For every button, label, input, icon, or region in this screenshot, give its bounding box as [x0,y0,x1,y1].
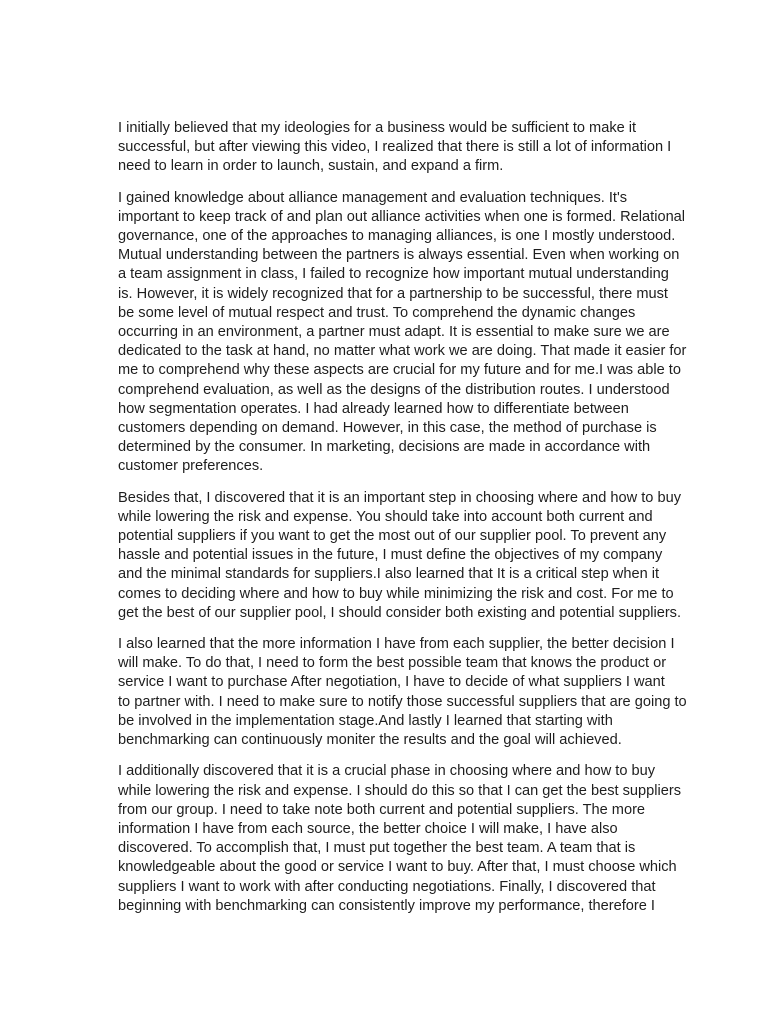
document-body [118,119,693,928]
paragraph-benchmarking: I additionally discovered that it is a crucial phase in choosing where and how to buy while lowering the risk and expense. I should do this so that I can get the best suppliers from our group. I need to take note both current and potential suppliers. The more information I have from each source, the better choice I will make, I have also discovered. To accomplish that, I must put together the best team. A team that is knowledgeable about the good or service I want to buy. After that, I must choose which suppliers I want to work with after conducting negotiations. Finally, I discovered that beginning with benchmarking can consistently improve my performance, therefore I [118,763,681,914]
paragraph-alliance-management: I gained knowledge about alliance management and evaluation techniques. It's important to keep track of and plan out alliance activities when one is formed. Relational governance, one of the approaches to managing alliances, is one I mostly understood. Mutual understanding between the partners is always essential. Even when working on a team assignment in class, I failed to recognize how important mutual understanding is. However, it is widely recognized that for a partnership to be successful, there must be some level of mutual respect and trust. To comprehend the dynamic changes occurring in an environment, a partner must adapt. It is essential to make sure we are dedicated to the task at hand, no matter what work we are doing. That made it easier for me to comprehend why these aspects are crucial for my future and for me.I was able to comprehend evaluation, as well as the designs of the distribution routes. I understood how segmentation operates. I had already learned how to differentiate between customers depending on demand. However, in this case, the method of purchase is determined by the consumer. In marketing, decisions are made in accordance with customer preferences. [118,189,687,475]
paragraph-intro: I initially believed that my ideologies for a business would be sufficient to make it successful, but after viewing this video, I realized that there is still a lot of information I need to learn in order to launch, sustain, and expand a firm. [118,120,672,175]
paragraph-supplier-pool: Besides that, I discovered that it is an important step in choosing where and how to buy while lowering the risk and expense. You should take into account both current and potential suppliers if you want to get the most out of our supplier pool. To prevent any hassle and potential issues in the future, I must define the objectives of my company and the minimal standards for suppliers.I also learned that It is a critical step when it comes to deciding where and how to buy while minimizing the risk and cost. For me to get the best of our supplier pool, I should consider both existing and potential suppliers. [118,489,682,621]
paragraph-supplier-information: I also learned that the more information I have from each supplier, the better decision I will make. To do that, I need to form the best possible team that knows the product or service I want to purchase After negotiation, I have to decide of what suppliers I want to partner with. I need to make sure to notify those successful suppliers that are going to be involved in the implementation stage.And lastly I learned that starting with benchmarking can continuously moniter the results and the goal will achieved. [118,636,687,749]
